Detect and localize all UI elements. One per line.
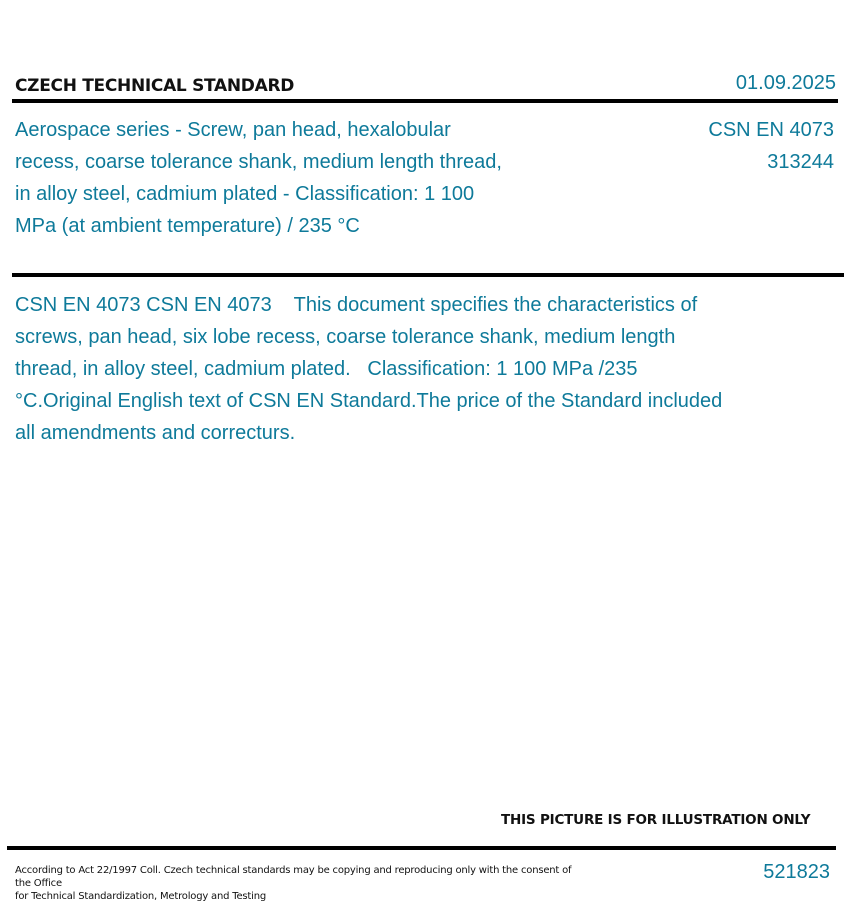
legal-notice-line-2: for Technical Standardization, Metrology and Testing [15,891,266,902]
title-divider [12,273,844,277]
issue-date: 01.09.2025 [735,72,836,94]
illustration-note: THIS PICTURE IS FOR ILLUSTRATION ONLY [501,812,811,828]
legal-notice-line-1: According to Act 22/1997 Coll. Czech technical standards may be copying and reproducing only with the consent of the Office [15,865,572,889]
legal-notice [15,864,585,903]
header-divider [12,99,838,103]
document-heading: CZECH TECHNICAL STANDARD [15,76,295,96]
standard-description: CSN EN 4073 CSN EN 4073 This document specifies the characteristics of screws, pan head, six lobe recess, coarse tolerance shank, medium length thread, in alloy steel, cadmium plated. Classification: 1 100 MPa /235 °C.Original English text of CSN EN Standard.The price of the Standard included all amendments and correcturs. [15,294,728,444]
footer-number: 521823 [763,861,830,883]
footer-divider [7,846,836,850]
catalog-number: 313244 [767,151,834,173]
standard-code-block [708,114,834,178]
standard-code: CSN EN 4073 [708,119,834,141]
standard-title: Aerospace series - Screw, pan head, hexalobular recess, coarse tolerance shank, medium length thread, in alloy steel, cadmium plated - Classification: 1 100 MPa (at ambient temperature) / 235 °C [15,119,502,237]
